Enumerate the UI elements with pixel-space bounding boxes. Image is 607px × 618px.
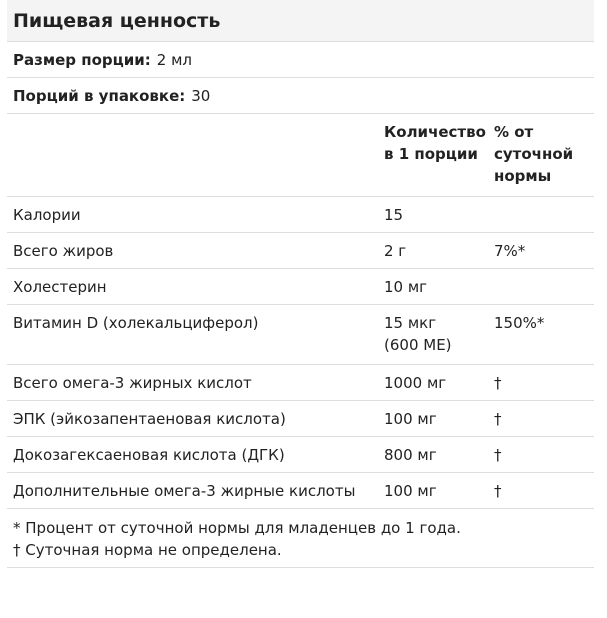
table-row <box>7 400 594 436</box>
nutrient-amount-secondary: (600 МЕ) <box>384 336 452 354</box>
table-row <box>7 268 594 304</box>
nutrient-amount: 1000 мг <box>384 373 447 392</box>
amount-column-header <box>384 114 494 196</box>
nutrient-name: Холестерин <box>13 277 107 296</box>
serving-size-label: Размер порции: <box>13 50 151 69</box>
servings-per-container-value: 30 <box>191 86 211 105</box>
amount-header-line1: Количество <box>384 123 486 141</box>
nutrient-amount <box>384 312 494 356</box>
footnote-not-established: † Суточная норма не определена. <box>13 541 282 559</box>
servings-per-container-label: Порций в упаковке: <box>13 86 186 105</box>
footnote-daily-value: * Процент от суточной нормы для младенцев до 1 года. <box>13 519 461 537</box>
nutrient-name: Всего жиров <box>13 241 114 260</box>
nutrient-name: Калории <box>13 205 81 224</box>
column-header-row <box>7 113 594 196</box>
table-row <box>7 472 594 508</box>
nutrient-daily-value: † <box>494 373 502 392</box>
nutrient-column-header <box>7 114 384 196</box>
footnotes <box>7 508 594 568</box>
nutrient-amount: 100 мг <box>384 409 437 428</box>
nutrient-name: Дополнительные омега-3 жирные кислоты <box>13 481 356 500</box>
table-row <box>7 232 594 268</box>
nutrient-amount: 15 <box>384 205 404 224</box>
table-row <box>7 436 594 472</box>
dv-header-line1: % от <box>494 123 534 141</box>
nutrient-amount: 800 мг <box>384 445 437 464</box>
dv-header-line2: суточной <box>494 145 574 163</box>
serving-size-value: 2 мл <box>156 50 192 69</box>
nutrient-daily-value: † <box>494 409 502 428</box>
servings-per-container-row <box>7 77 594 113</box>
nutrient-name: Докозагексаеновая кислота (ДГК) <box>13 445 285 464</box>
serving-size-row <box>7 41 594 77</box>
nutrient-amount-primary: 15 мкг <box>384 314 437 332</box>
nutrient-amount: 2 г <box>384 241 407 260</box>
nutrient-amount: 100 мг <box>384 481 437 500</box>
nutrient-daily-value: 150%* <box>494 314 545 332</box>
amount-header-line2: в 1 порции <box>384 145 478 163</box>
nutrient-name: ЭПК (эйкозапентаеновая кислота) <box>13 409 286 428</box>
dv-header-line3: нормы <box>494 167 552 185</box>
nutrient-daily-value: 7%* <box>494 241 526 260</box>
nutrient-daily-value: † <box>494 445 502 464</box>
table-row <box>7 304 594 364</box>
nutrient-amount: 10 мг <box>384 277 428 296</box>
nutrition-facts-table <box>7 0 594 568</box>
table-row <box>7 364 594 400</box>
nutrient-daily-value: † <box>494 481 502 500</box>
table-row <box>7 196 594 232</box>
nutrient-name: Всего омега-3 жирных кислот <box>13 373 252 392</box>
nutrient-name: Витамин D (холекальциферол) <box>13 314 259 332</box>
table-title: Пищевая ценность <box>7 0 594 41</box>
daily-value-column-header <box>494 114 594 196</box>
